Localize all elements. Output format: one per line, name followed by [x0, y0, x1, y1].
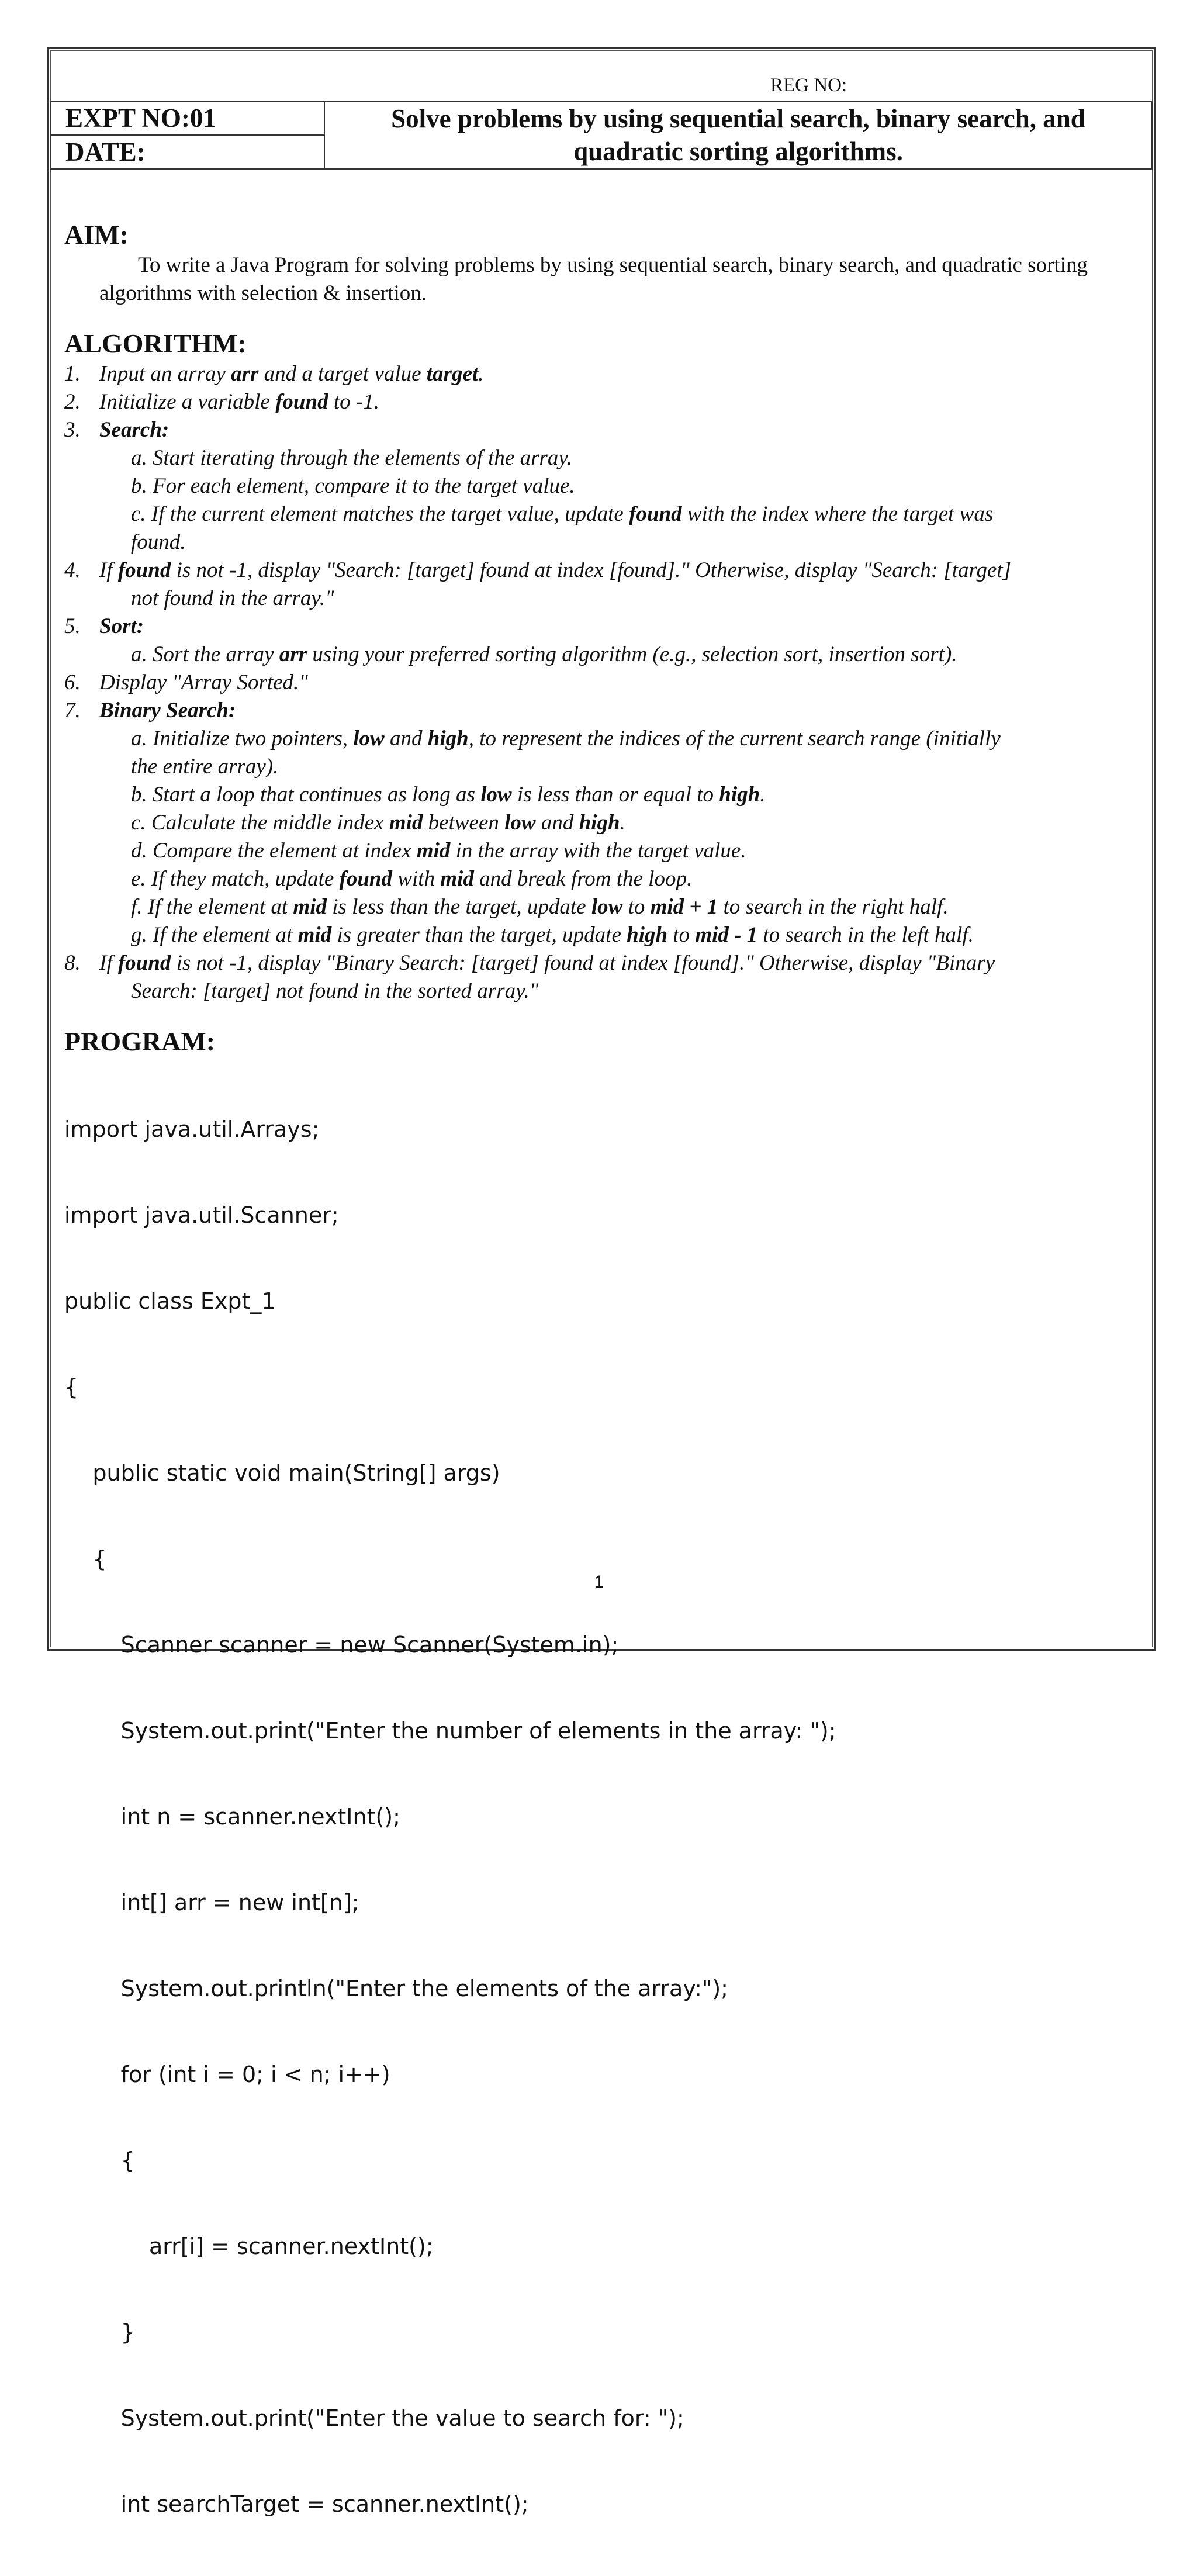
bold-term: mid [416, 839, 451, 863]
algorithm-step [64, 613, 1134, 641]
bold-term: found [629, 502, 682, 526]
text: If [99, 558, 118, 582]
code-line: import java.util.Scanner; [64, 1202, 339, 1228]
step-continuation: Search: [target] not found in the sorted array." [131, 979, 539, 1003]
sub-step [64, 865, 1134, 893]
text: to [667, 923, 696, 947]
document-body [64, 219, 1134, 2576]
step-number: 2. [64, 390, 81, 414]
bold-term: high [719, 783, 760, 807]
step-text [99, 949, 1134, 977]
header-table [50, 101, 1153, 170]
sub-step-continuation: found. [131, 530, 186, 554]
text: is greater than the target, update [331, 923, 627, 947]
step-number: 6. [64, 670, 81, 694]
code-line: System.out.print("Enter the number of elements in the array: "); [64, 1718, 836, 1744]
aim-heading: AIM: [64, 220, 129, 250]
bold-term: found [339, 867, 393, 891]
sub-step [64, 725, 1134, 753]
algorithm-step [64, 556, 1134, 585]
bold-term: target [426, 362, 479, 386]
step-number: 1. [64, 362, 81, 386]
text: g. If the element at [131, 923, 298, 947]
sub-step [64, 893, 1134, 921]
text: a. Initialize two pointers, [131, 727, 354, 751]
code-line: Scanner scanner = new Scanner(System.in); [64, 1632, 619, 1658]
bold-term: mid [389, 811, 423, 835]
step-label: Binary Search: [99, 699, 236, 722]
bold-term: arr [279, 642, 307, 666]
code-line: import java.util.Arrays; [64, 1116, 320, 1142]
text: to [622, 895, 651, 919]
step-label: Search: [99, 418, 169, 442]
text: to search in the right half. [718, 895, 949, 919]
text: using your preferred sorting algorithm (e.g., selection sort, insertion sort). [307, 642, 957, 666]
sub-step [64, 781, 1134, 809]
text: to search in the left half. [757, 923, 974, 947]
step-text [99, 556, 1134, 585]
step-number: 4. [64, 558, 81, 582]
code-block [64, 1058, 1134, 2576]
algorithm-heading: ALGORITHM: [64, 329, 247, 358]
bold-term: mid - 1 [695, 923, 758, 947]
sub-step [64, 809, 1134, 837]
algorithm-step [64, 697, 1134, 725]
step-text [99, 388, 1134, 416]
code-line: } [64, 2319, 135, 2345]
text: is less than the target, update [326, 895, 591, 919]
experiment-title [324, 101, 1152, 169]
aim-text: To write a Java Program for solving problems by using sequential search, binary search, and quadratic sorting algorithms with selection & insertion. [99, 253, 1088, 305]
step-label: Sort: [99, 614, 144, 638]
sub-step-continuation: the entire array). [131, 755, 279, 779]
code-line: arr[i] = scanner.nextInt(); [64, 2233, 434, 2259]
bold-term: found [117, 951, 171, 975]
text: . [620, 811, 625, 835]
algorithm-list [64, 360, 1134, 1005]
bold-term: low [504, 811, 536, 835]
text: in the array with the target value. [450, 839, 746, 863]
bold-term: found [275, 390, 328, 414]
step-text [99, 360, 1134, 388]
step-number: 8. [64, 951, 81, 975]
text: a. Sort the array [131, 642, 279, 666]
code-line: int[] arr = new int[n]; [64, 1890, 359, 1915]
sub-step [64, 500, 1134, 528]
step-continuation: not found in the array." [131, 586, 334, 610]
code-line: public class Expt_1 [64, 1288, 276, 1314]
text: and [384, 727, 428, 751]
text: is not -1, display "Binary Search: [target] found at index [found]." Otherwise, display "Binary [171, 951, 995, 975]
bold-term: high [427, 727, 469, 751]
code-line: int searchTarget = scanner.nextInt(); [64, 2491, 529, 2517]
code-line: { [64, 2148, 135, 2173]
bold-term: mid [293, 895, 327, 919]
text: . [478, 362, 484, 386]
step-number: 5. [64, 614, 81, 638]
text: c. Calculate the middle index [131, 811, 389, 835]
reg-no-label: REG NO: [770, 75, 847, 96]
bold-term: high [579, 811, 620, 835]
text: d. Compare the element at index [131, 839, 417, 863]
bold-term: mid + 1 [650, 895, 718, 919]
text: If [99, 951, 118, 975]
sub-step [64, 921, 1134, 949]
algorithm-step [64, 360, 1134, 388]
text: with the index where the target was [681, 502, 994, 526]
sub-step: a. Start iterating through the elements of the array. [131, 446, 573, 470]
bold-term: low [480, 783, 512, 807]
sub-step [64, 641, 1134, 669]
page-number: 1 [594, 1572, 604, 1592]
text: between [423, 811, 505, 835]
bold-term: found [117, 558, 171, 582]
text: Input an array [99, 362, 231, 386]
code-line: System.out.print("Enter the value to search for: "); [64, 2405, 684, 2431]
title-line-2: quadratic sorting algorithms. [573, 137, 903, 166]
text: and break from the loop. [473, 867, 693, 891]
text: e. If they match, update [131, 867, 340, 891]
code-line: int n = scanner.nextInt(); [64, 1804, 400, 1830]
algorithm-step [64, 949, 1134, 977]
text: c. If the current element matches the target value, update [131, 502, 629, 526]
program-heading: PROGRAM: [64, 1026, 216, 1056]
bold-term: mid [297, 923, 332, 947]
algorithm-step [64, 416, 1134, 444]
date-label: DATE: [51, 135, 324, 169]
bold-term: high [627, 923, 668, 947]
algorithm-step [64, 388, 1134, 416]
text: and [535, 811, 579, 835]
step-number: 7. [64, 699, 81, 722]
code-line: System.out.println("Enter the elements of the array:"); [64, 1976, 728, 2001]
text: to -1. [328, 390, 379, 414]
expt-no-label: EXPT NO:01 [51, 101, 324, 135]
text: f. If the element at [131, 895, 293, 919]
title-line-1: Solve problems by using sequential search, binary search, and [391, 104, 1085, 133]
bold-term: mid [440, 867, 474, 891]
bold-term: arr [231, 362, 259, 386]
algorithm-step [64, 669, 1134, 697]
step-text: Display "Array Sorted." [99, 670, 308, 694]
code-line: { [64, 1546, 107, 1572]
text: b. Start a loop that continues as long as [131, 783, 481, 807]
sub-step [64, 837, 1134, 865]
text: . [760, 783, 766, 807]
text: with [392, 867, 441, 891]
text: and a target value [258, 362, 427, 386]
text: is not -1, display "Search: [target] found at index [found]." Otherwise, display "Search: [target] [171, 558, 1012, 582]
code-line: public static void main(String[] args) [64, 1460, 500, 1486]
bold-term: low [353, 727, 385, 751]
text: , to represent the indices of the current search range (initially [468, 727, 1001, 751]
code-line: for (int i = 0; i < n; i++) [64, 2062, 390, 2087]
bold-term: low [591, 895, 623, 919]
code-line: { [64, 1374, 79, 1400]
step-number: 3. [64, 418, 81, 442]
text: is less than or equal to [511, 783, 719, 807]
text: Initialize a variable [99, 390, 276, 414]
sub-step: b. For each element, compare it to the target value. [131, 474, 575, 498]
